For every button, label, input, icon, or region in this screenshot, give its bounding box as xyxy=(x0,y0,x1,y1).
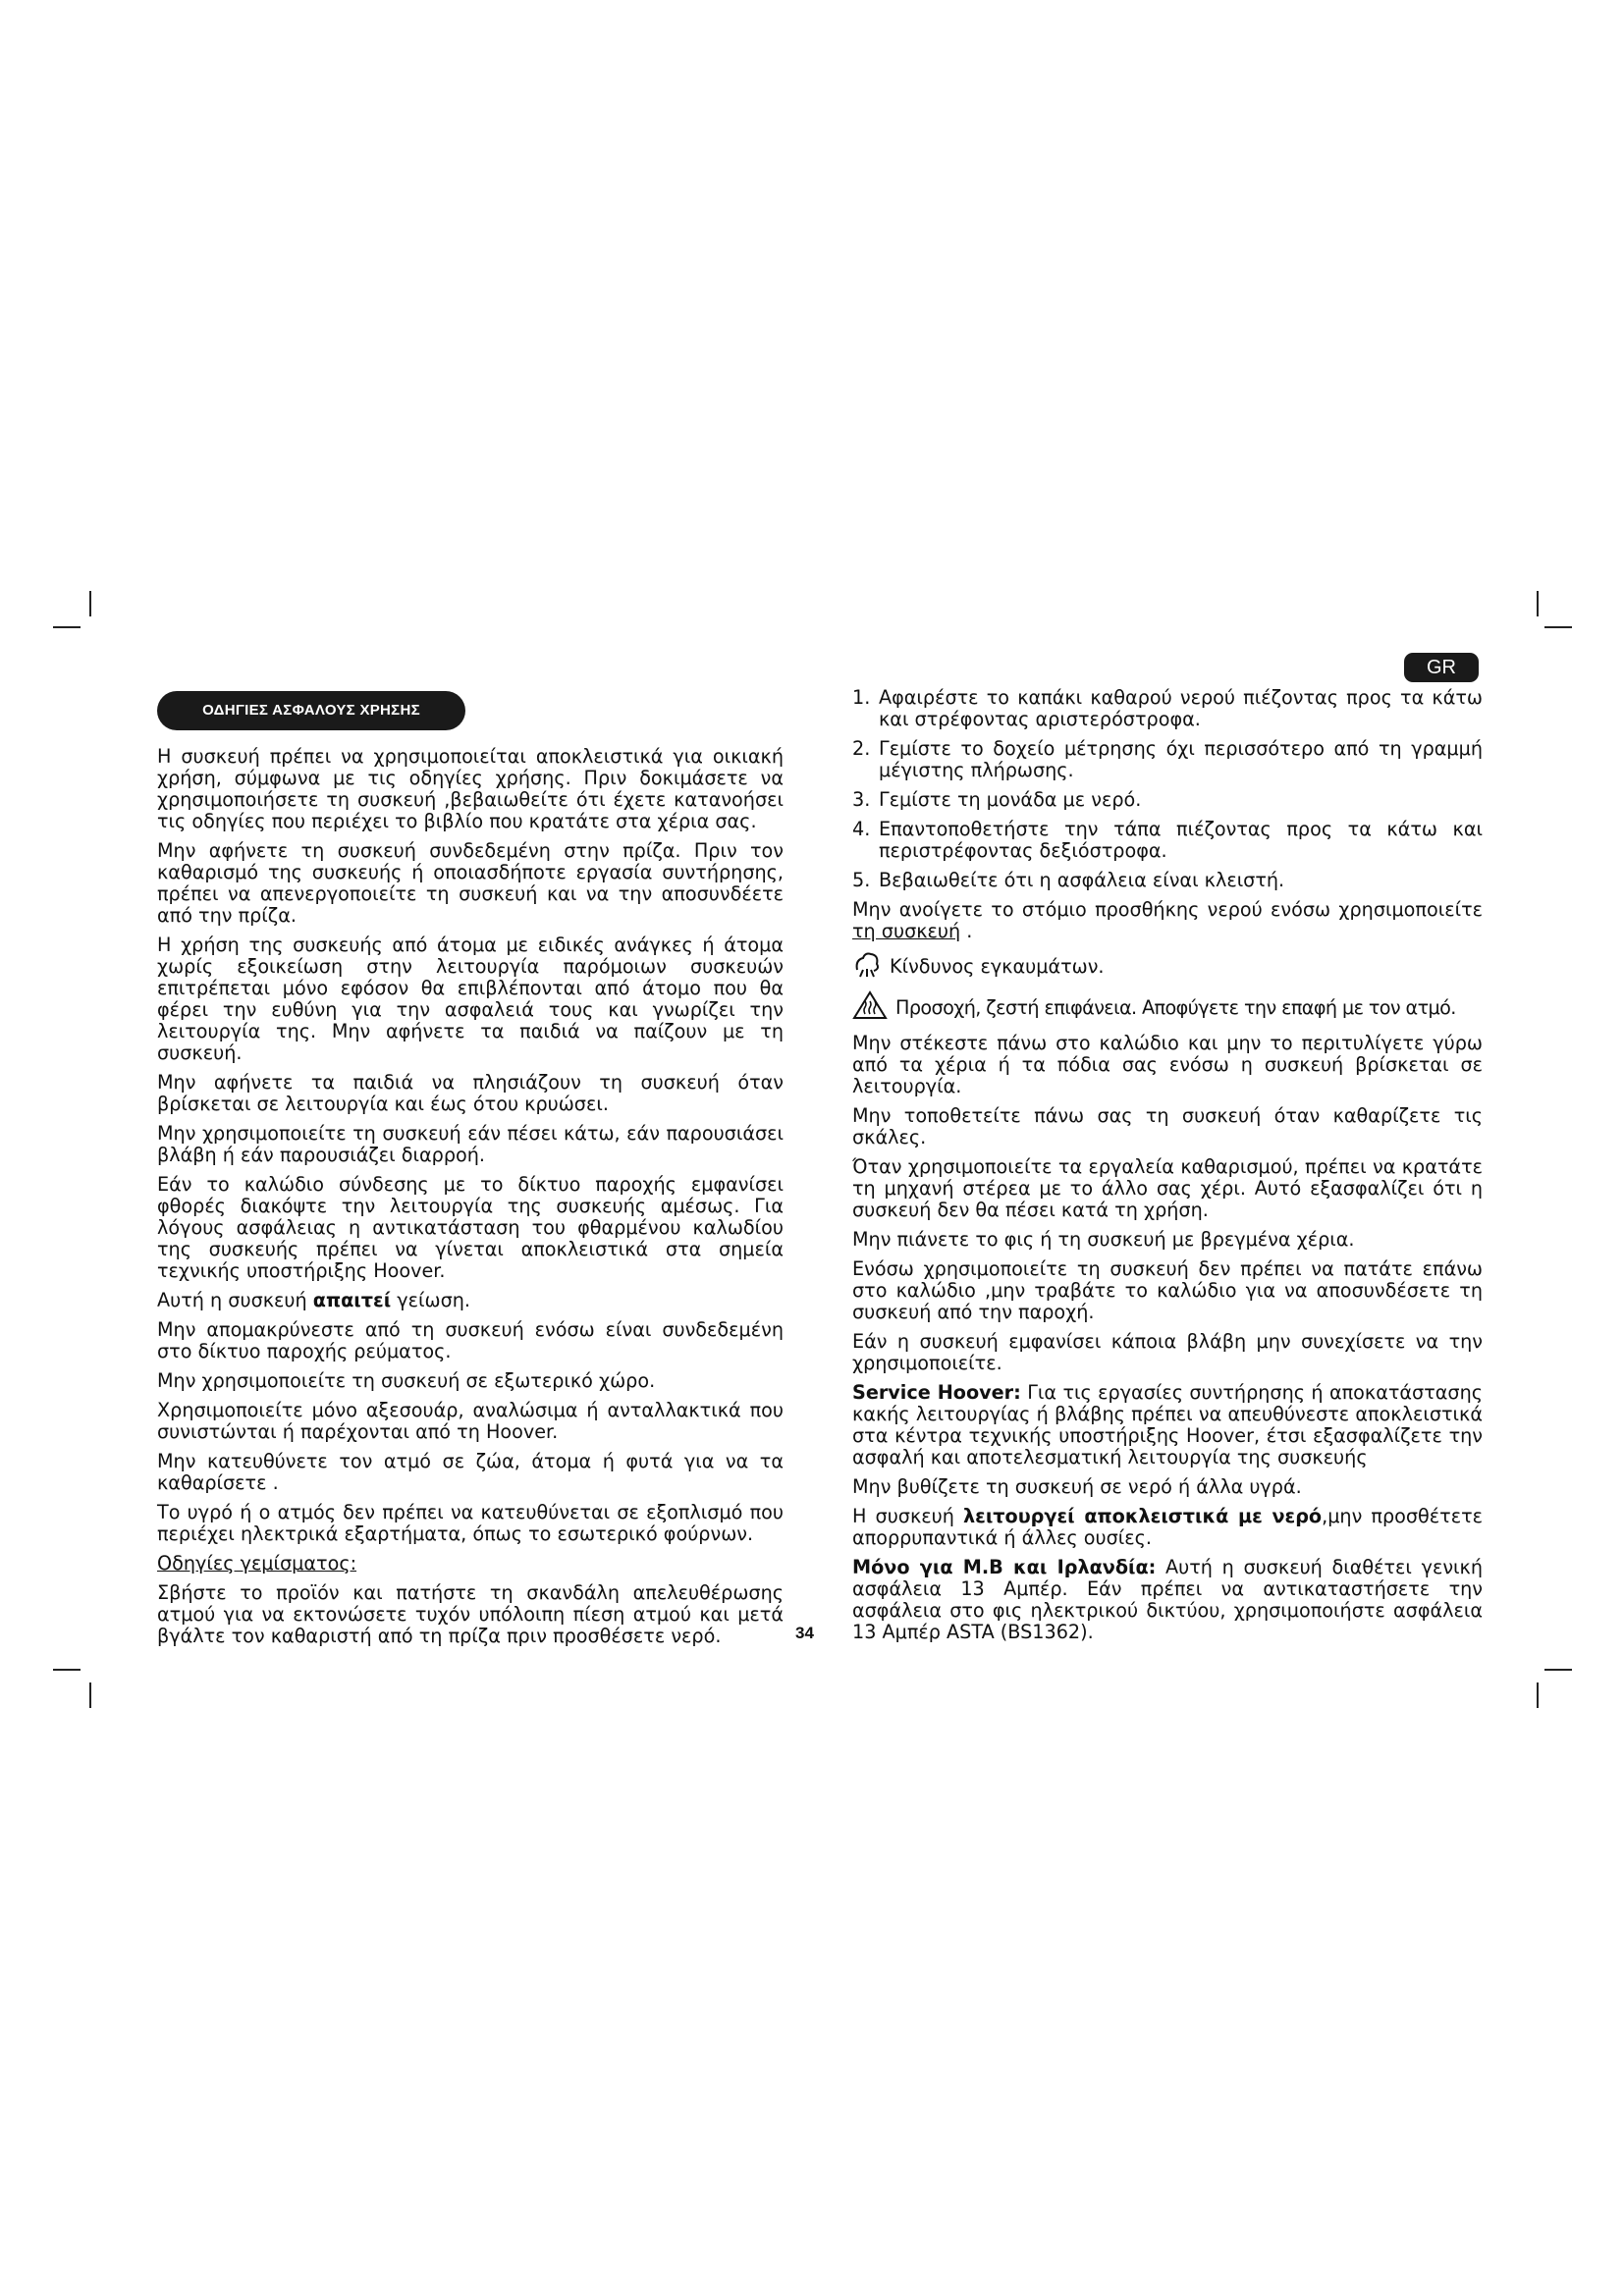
list-item xyxy=(852,687,1483,730)
list-item xyxy=(852,789,1483,811)
water-only-paragraph xyxy=(852,1506,1483,1549)
step-number: 2. xyxy=(852,737,871,760)
step-text: Βεβαιωθείτε ότι η ασφάλεια είναι κλειστή. xyxy=(879,869,1285,891)
step-text: Επαντοποθετήστε την τάπα πιέζοντας προς τα κάτω και περιστρέφοντας δεξιόστροφα. xyxy=(879,818,1483,862)
text-run: Για τις εργασίες συντήρησης ή αποκατάστασης κακής λειτουργίας ή βλάβης πρέπει να απευθύνεστε αποκλειστικά στα κέντρα τεχνικής υποστήριξης Hoover, έτσι εξασφαλίζετε την ασφαλή και αποτελεσματική λειτουργία της συσκευής xyxy=(852,1381,1483,1468)
paragraph: Μην κατευθύνετε τον ατμό σε ζώα, άτομα ή φυτά για να τα καθαρίσετε . xyxy=(157,1450,784,1494)
paragraph: Μην χρησιμοποιείτε τη συσκευή εάν πέσει κάτω, εάν παρουσιάσει βλάβη ή εάν παρουσιάζει διαρροή. xyxy=(157,1122,784,1166)
left-column xyxy=(157,746,784,1655)
step-number: 1. xyxy=(852,686,871,709)
step-text: Γεμίστε το δοχείο μέτρησης όχι περισσότερο από τη γραμμή μέγιστης πλήρωσης. xyxy=(879,737,1483,781)
text-run: Αυτή η συσκευή διαθέτει γενική ασφάλεια 13 Αμπέρ. Εάν πρέπει να αντικαταστήσετε την ασφάλεια στο φις ηλεκτρικού δικτύου, χρησιμοποιήστε ασφάλεια 13 Αμπέρ ASTA (BS1362). xyxy=(852,1556,1484,1643)
right-column xyxy=(852,687,1483,1651)
heading-text: Οδηγίες γεμίσματος: xyxy=(157,1552,357,1575)
burn-warning xyxy=(852,950,1483,983)
steam-burn-icon xyxy=(852,950,882,983)
text-run: Μην ανοίγετε το στόμιο προσθήκης νερού ενόσω χρησιμοποιείτε xyxy=(852,898,1483,921)
crop-mark xyxy=(1537,591,1539,616)
step-number: 3. xyxy=(852,788,871,811)
step-text: Γεμίστε τη μονάδα με νερό. xyxy=(879,788,1142,811)
crop-mark xyxy=(89,1682,91,1708)
uk-ireland-paragraph xyxy=(852,1557,1483,1643)
paragraph: Σβήστε το προϊόν και πατήστε τη σκανδάλη απελευθέρωσης ατμού για να εκτονώσετε τυχόν υπόλοιπη πίεση ατμού και μετά βγάλτε τον καθαριστή από τη πρίζα πριν προσθέσετε νερό. xyxy=(157,1581,784,1647)
crop-mark xyxy=(1537,1682,1539,1708)
service-paragraph xyxy=(852,1382,1483,1468)
text-run: γείωση. xyxy=(391,1289,470,1311)
paragraph: Ενόσω χρησιμοποιείτε τη συσκευή δεν πρέπει να πατάτε επάνω στο καλώδιο ,μην τραβάτε το καλώδιο για να αποσυνδέσετε τη συσκευή από την παροχή. xyxy=(852,1257,1483,1323)
paragraph: Εάν η συσκευή εμφανίσει κάποια βλάβη μην συνεχίσετε να την χρησιμοποιείτε. xyxy=(852,1330,1483,1374)
emphasis: απαιτεί xyxy=(312,1289,392,1311)
page-number: 34 xyxy=(795,1624,814,1642)
list-item xyxy=(852,738,1483,781)
warning-text: Κίνδυνος εγκαυμάτων. xyxy=(890,954,1105,978)
list-item xyxy=(852,870,1483,891)
paragraph: Μην τοποθετείτε πάνω σας τη συσκευή όταν καθαρίζετε τις σκάλες. xyxy=(852,1104,1483,1148)
paragraph: Η συσκευή πρέπει να χρησιμοποιείται αποκλειστικά για οικιακή χρήση, σύμφωνα με τις οδηγίες χρήσης. Πριν δοκιμάσετε να χρησιμοποιήσετε τη συσκευή ,βεβαιωθείτε ότι έχετε κατανοήσει τις οδηγίες που περιέχει το βιβλίο που κρατάτε στα χέρια σας. xyxy=(157,745,784,832)
crop-mark xyxy=(1544,626,1572,628)
text-run: ,μην προσθέτετε απορρυπαντικά ή άλλες ουσίες. xyxy=(852,1505,1484,1549)
grounding-paragraph xyxy=(157,1290,784,1311)
paragraph: Μην χρησιμοποιείτε τη συσκευή σε εξωτερικό χώρο. xyxy=(157,1369,656,1392)
paragraph: Εάν το καλώδιο σύνδεσης με το δίκτυο παροχής εμφανίσει φθορές διακόψτε την λειτουργία της συσκευής αμέσως. Για λόγους ασφάλειας η αντικατάσταση του φθαρμένου καλωδίου της συσκευής πρέπει να γίνεται αποκλειστικά στα σημεία τεχνικής υποστήριξης Hoover. xyxy=(157,1173,784,1282)
paragraph: Η χρήση της συσκευής από άτομα με ειδικές ανάγκες ή άτομα χωρίς εξοικείωση στην λειτουργία παρόμοιων συσκευών επιτρέπεται μόνο εφόσον θα επιβλέπονται από άτομο που θα φέρει την ευθύνη για την ασφαλειά τους και γνωρίζει την λειτουργία της. Μην αφήνετε τα παιδιά να παίζουν με τη συσκευή. xyxy=(157,934,784,1064)
text-run: Αυτή η συσκευή xyxy=(157,1289,313,1311)
hot-surface-icon xyxy=(852,990,888,1025)
emphasis: Μόνο για Μ.Β και Ιρλανδία: xyxy=(852,1556,1157,1578)
step-number: 4. xyxy=(852,818,871,840)
paragraph: Όταν χρησιμοποιείτε τα εργαλεία καθαρισμού, πρέπει να κρατάτε τη μηχανή στέρεα με το άλλο σας χέρι. Αυτό εξασφαλίζει ότι η συσκευή δεν θα πέσει κατά τη χρήση. xyxy=(852,1155,1483,1221)
crop-mark xyxy=(53,1669,81,1671)
paragraph: Μην απομακρύνεστε από τη συσκευή ενόσω είναι συνδεδεμένη στο δίκτυο παροχής ρεύματος. xyxy=(157,1318,784,1362)
paragraph: Μην αφήνετε τα παιδιά να πλησιάζουν τη συσκευή όταν βρίσκεται σε λειτουργία και έως ότου κρυώσει. xyxy=(157,1071,784,1115)
paragraph: Χρησιμοποιείτε μόνο αξεσουάρ, αναλώσιμα ή ανταλλακτικά που συνιστώνται ή παρέχονται από τη Hoover. xyxy=(157,1399,784,1443)
paragraph: Μην στέκεστε πάνω στο καλώδιο και μην το περιτυλίγετε γύρω από τα χέρια ή τα πόδια σας ενόσω η συσκευή βρίσκεται σε λειτουργία. xyxy=(852,1032,1483,1097)
text-run: Η συσκευή xyxy=(852,1505,963,1527)
paragraph: Μην βυθίζετε τη συσκευή σε νερό ή άλλα υγρά. xyxy=(852,1475,1302,1498)
paragraph: Μην πιάνετε το φις ή τη συσκευή με βρεγμένα χέρια. xyxy=(852,1228,1355,1251)
filling-instructions-heading xyxy=(157,1553,784,1575)
crop-mark xyxy=(1544,1669,1572,1671)
list-item xyxy=(852,819,1483,862)
crop-mark xyxy=(53,626,81,628)
emphasis: λειτουργεί αποκλειστικά με νερό xyxy=(963,1505,1323,1527)
section-title: ΟΔΗΓΙΕΣ ΑΣΦΑΛΟΥΣ ΧΡΗΣΗΣ xyxy=(157,691,465,730)
hot-surface-warning xyxy=(852,990,1483,1025)
language-badge: GR xyxy=(1404,653,1479,682)
step-text: Αφαιρέστε το καπάκι καθαρού νερού πιέζοντας προς τα κάτω και στρέφοντας αριστερόστροφα. xyxy=(879,686,1483,730)
paragraph xyxy=(852,899,1483,942)
paragraph: Μην αφήνετε τη συσκευή συνδεδεμένη στην πρίζα. Πριν τον καθαρισμό της συσκευής ή οποιασδήποτε εργασία συντήρησης, πρέπει να απενεργοποιείτε τη συσκευή και να την αποσυνδέετε από την πρίζα. xyxy=(157,839,784,927)
filling-steps-list xyxy=(852,687,1483,891)
text-run: . xyxy=(960,920,973,942)
warning-text: Προσοχή, ζεστή επιφάνεια. Αποφύγετε την επαφή με τον ατμό. xyxy=(895,995,1456,1019)
emphasis: Service Hoover: xyxy=(852,1381,1021,1404)
underlined-text: τη συσκευή xyxy=(852,920,961,942)
step-number: 5. xyxy=(852,869,871,891)
paragraph: Το υγρό ή ο ατμός δεν πρέπει να κατευθύνεται σε εξοπλισμό που περιέχει ηλεκτρικά εξαρτήματα, όπως το εσωτερικό φούρνων. xyxy=(157,1501,784,1545)
crop-mark xyxy=(89,591,91,616)
